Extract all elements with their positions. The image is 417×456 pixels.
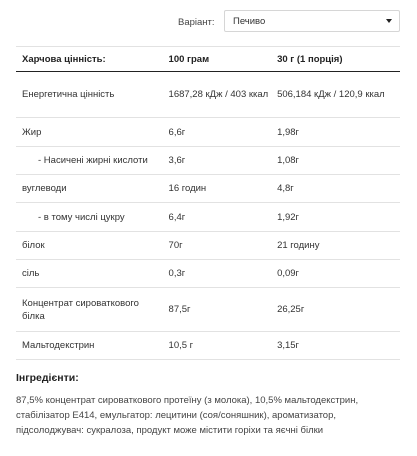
chevron-down-icon <box>386 19 392 23</box>
nutrient-name: - Насичені жирні кислоти <box>16 147 163 175</box>
variant-select[interactable] <box>224 10 400 32</box>
header-nutrition: Харчова цінність: <box>16 47 163 72</box>
nutrient-per-serving: 1,92г <box>271 203 400 232</box>
nutrient-name: білок <box>16 232 163 260</box>
nutrient-per-100g: 70г <box>163 232 272 260</box>
nutrient-name: Концентрат сироваткового білка <box>16 288 163 332</box>
variant-selector-row <box>178 10 400 34</box>
nutrient-name: Мальтодекстрин <box>16 332 163 360</box>
nutrient-per-100g: 16 годин <box>163 175 272 203</box>
nutrition-table <box>16 46 400 360</box>
nutrient-name: Енергетична цінність <box>16 72 163 118</box>
table-row <box>16 203 400 232</box>
variant-selected-value: Печиво <box>233 15 266 27</box>
table-row <box>16 288 400 332</box>
nutrient-per-100g: 87,5г <box>163 288 272 332</box>
table-row <box>16 232 400 260</box>
nutrient-per-100g: 10,5 г <box>163 332 272 360</box>
nutrient-per-serving: 21 годину <box>271 232 400 260</box>
nutrient-name: вуглеводи <box>16 175 163 203</box>
table-row <box>16 147 400 175</box>
table-row <box>16 118 400 147</box>
nutrient-per-serving: 1,98г <box>271 118 400 147</box>
nutrient-per-serving: 1,08г <box>271 147 400 175</box>
nutrient-per-100g: 0,3г <box>163 260 272 288</box>
nutrient-per-100g: 3,6г <box>163 147 272 175</box>
nutrition-header-row <box>16 47 400 72</box>
ingredients-title: Інгредієнти: <box>16 372 79 384</box>
nutrient-per-100g: 6,4г <box>163 203 272 232</box>
nutrient-per-serving: 0,09г <box>271 260 400 288</box>
nutrient-per-100g: 1687,28 кДж / 403 ккал <box>163 72 272 118</box>
variant-label: Варіант: <box>178 16 215 28</box>
nutrient-per-serving: 3,15г <box>271 332 400 360</box>
nutrient-name: Жир <box>16 118 163 147</box>
table-row <box>16 175 400 203</box>
nutrient-per-serving: 506,184 кДж / 120,9 ккал <box>271 72 400 118</box>
table-row <box>16 260 400 288</box>
nutrient-name: сіль <box>16 260 163 288</box>
nutrient-per-100g: 6,6г <box>163 118 272 147</box>
nutrient-per-serving: 26,25г <box>271 288 400 332</box>
header-per-100g: 100 грам <box>163 47 272 72</box>
nutrient-name: - в тому числі цукру <box>16 203 163 232</box>
header-per-serving: 30 г (1 порція) <box>271 47 400 72</box>
table-row <box>16 332 400 360</box>
nutrient-per-serving: 4,8г <box>271 175 400 203</box>
table-row <box>16 72 400 118</box>
ingredients-text: 87,5% концентрат сироваткового протеїну (з молока), 10,5% мальтодекстрин, стабілізатор Е414, емульгатор: лецитини (соя/соняшник), ароматизатор, підсолоджувач: сукралоза, продукт може містити горіхи та яєчні білки <box>16 395 359 436</box>
